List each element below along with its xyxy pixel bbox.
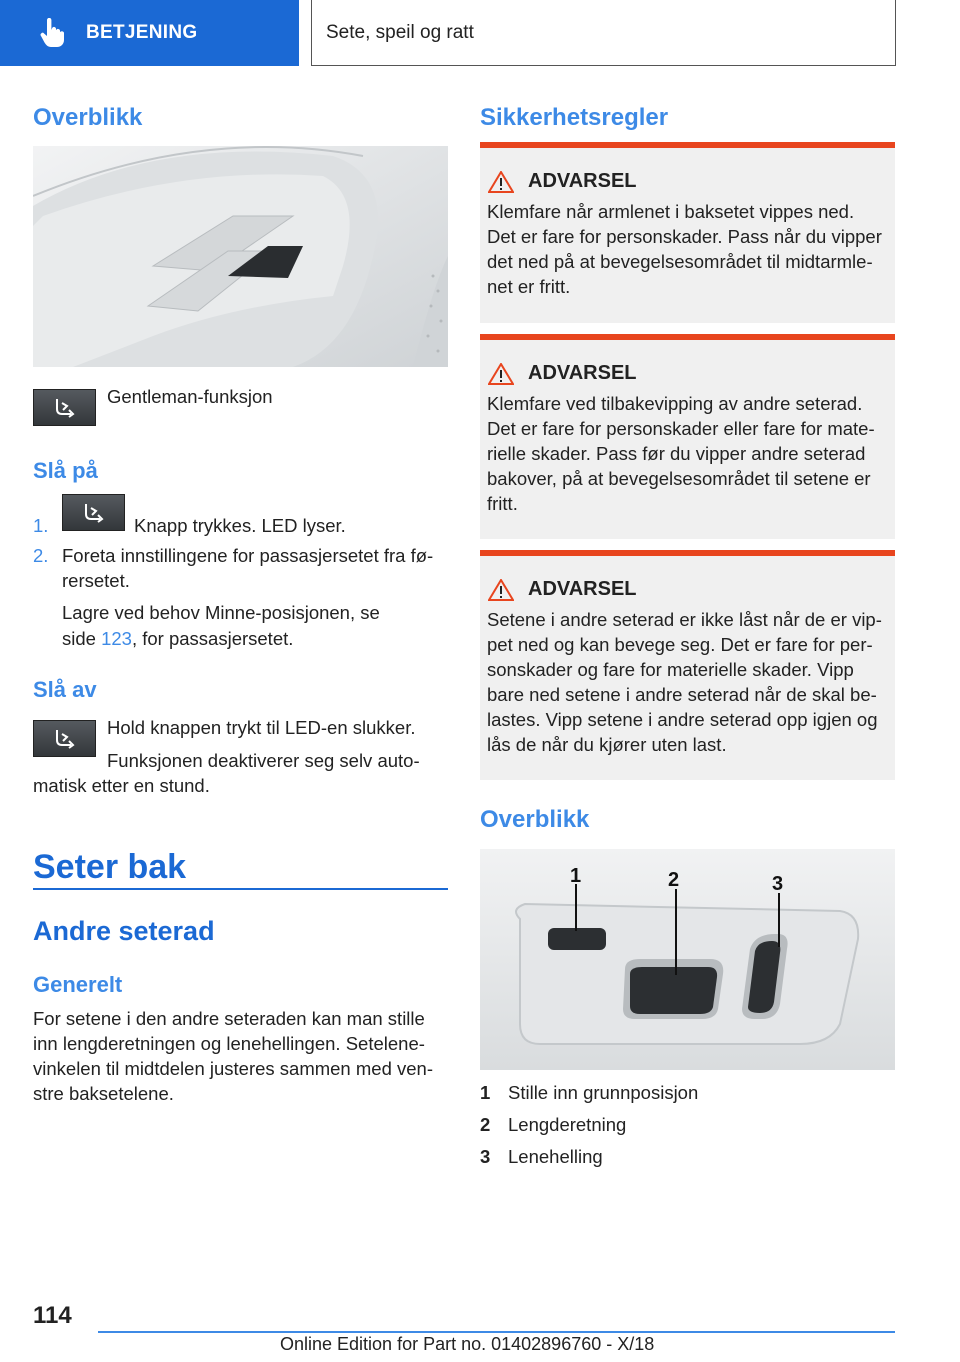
warning-title: ADVARSEL <box>487 362 889 385</box>
callout-2: 2 <box>668 869 680 891</box>
step-text: Knapp trykkes. LED lyser. <box>134 515 346 536</box>
section-tab <box>0 0 299 66</box>
general-line: vinkelen til midtdelen justeres sammen med ven- <box>33 1058 433 1079</box>
step-text: rersetet. <box>62 570 130 591</box>
note-text: side 123, for passasjersetet. <box>62 628 294 649</box>
warning-line: sonskader og fare for materielle skader. Vipp <box>487 659 854 680</box>
step-text: Foreta innstillingene for passasjersetet fra fø- <box>62 545 434 566</box>
gentleman-button-icon <box>33 389 96 426</box>
warning-line: Det er fare for personskader. Pass når du vipper <box>487 226 882 247</box>
legend-item: 1 Stille inn grunnposisjon <box>480 1082 699 1103</box>
warning-line: bakover, på at bevegelsesområdet til setene er <box>487 468 871 489</box>
page-link[interactable]: 123 <box>101 628 132 649</box>
footer-rule <box>98 1331 895 1333</box>
warning-title: ADVARSEL <box>487 578 889 601</box>
off-text: Funksjonen deaktiverer seg selv auto- <box>107 750 420 771</box>
warning-line: bare ned setene i andre seterad når de skal be- <box>487 684 877 705</box>
warning-line: Det er fare for personskader eller fare for mate- <box>487 418 875 439</box>
legend-item: 3 Lenehelling <box>480 1146 603 1167</box>
seat-controls-photo <box>480 849 895 1070</box>
general-heading: Generelt <box>33 972 123 997</box>
warning-box <box>480 334 895 539</box>
warning-line: Klemfare når armlenet i baksetet vippes ned. <box>487 201 855 222</box>
door-panel-photo <box>33 146 448 367</box>
legend-item: 2 Lengderetning <box>480 1114 627 1135</box>
warning-triangle-icon <box>488 171 514 193</box>
warning-line: det ned på at bevegelsesområdet til midtarmle- <box>487 251 873 272</box>
gentleman-label: Gentleman-funksjon <box>107 386 273 407</box>
warning-title: ADVARSEL <box>487 170 889 193</box>
section-label: BETJENING <box>86 22 198 43</box>
safety-heading: Sikkerhetsregler <box>480 104 669 131</box>
general-line: For setene i den andre seteraden kan man stille <box>33 1008 425 1029</box>
page-number: 114 <box>33 1302 72 1329</box>
general-line: stre baksetelene. <box>33 1083 174 1104</box>
overview-heading-left: Overblikk <box>33 104 143 131</box>
off-text: Hold knappen trykt til LED-en slukker. <box>107 717 416 738</box>
overview-heading-right: Overblikk <box>480 806 590 833</box>
rear-seats-title: Seter bak <box>33 848 187 886</box>
step-number: 1. <box>33 515 49 536</box>
turn-on-heading: Slå på <box>33 458 98 483</box>
seat-button-icon <box>62 494 125 531</box>
warning-line: lastes. Vipp setene i andre seterad opp igjen og <box>487 709 878 730</box>
warning-triangle-icon <box>488 579 514 601</box>
turn-off-heading: Slå av <box>33 677 97 702</box>
warning-triangle-icon <box>488 363 514 385</box>
warning-line: Klemfare ved tilbakevipping av andre seterad. <box>487 393 863 414</box>
chapter-title: Sete, speil og ratt <box>311 0 896 66</box>
warning-line: Setene i andre seterad er ikke låst når de er vip- <box>487 609 882 630</box>
seat-button-icon <box>33 720 96 757</box>
callout-3: 3 <box>772 873 784 895</box>
edition-text: Online Edition for Part no. 01402896760 - X/18 <box>280 1334 655 1354</box>
second-row-heading: Andre seterad <box>33 916 215 946</box>
warning-line: rielle skader. Pass før du vipper andre seterad <box>487 443 866 464</box>
hand-pointer-icon <box>40 18 64 48</box>
warning-line: pet ned og kan bevege seg. Det er fare for per- <box>487 634 873 655</box>
warning-line: net er fritt. <box>487 276 571 297</box>
title-rule <box>33 888 448 890</box>
warning-box <box>480 142 895 323</box>
warning-line: lås de når du kjører uten last. <box>487 734 727 755</box>
step-number: 2. <box>33 545 49 566</box>
callout-1: 1 <box>570 865 582 887</box>
off-text: matisk etter en stund. <box>33 775 210 796</box>
warning-line: fritt. <box>487 493 518 514</box>
warning-box <box>480 550 895 780</box>
note-text: Lagre ved behov Minne-posisjonen, se <box>62 602 380 623</box>
general-line: inn lengderetningen og lenehellingen. Setelene- <box>33 1033 425 1054</box>
